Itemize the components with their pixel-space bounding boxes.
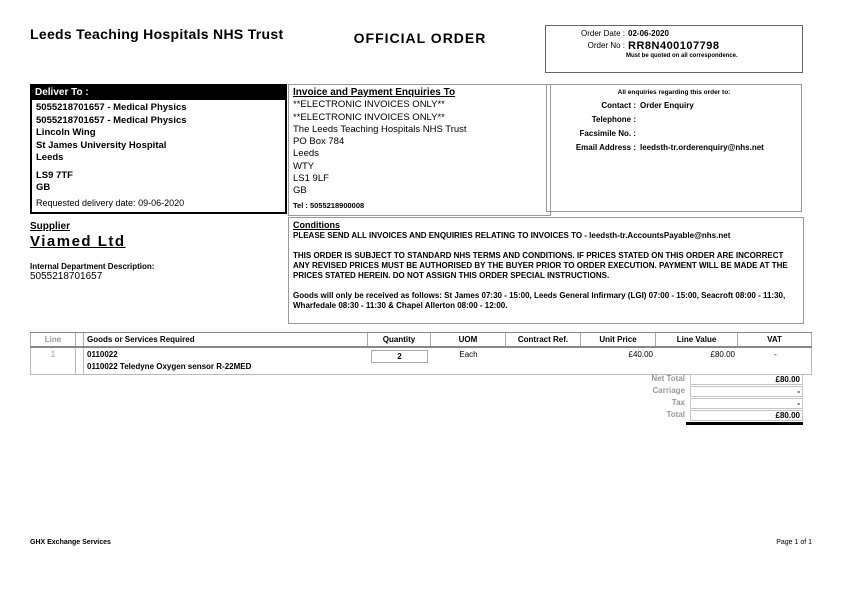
deliver-line: 5055218701657 - Medical Physics (36, 102, 187, 113)
email-label: Email Address : (575, 143, 636, 152)
totals-section (560, 374, 803, 425)
col-header-spacer (75, 333, 83, 346)
deliver-line: GB (36, 182, 51, 193)
conditions-box (288, 217, 804, 324)
invoice-line: LS1 9LF (293, 173, 329, 185)
row-vat: - (774, 350, 777, 359)
total-row (560, 410, 803, 421)
invoice-line: WTY (293, 160, 315, 172)
col-header-vat: VAT (737, 333, 812, 346)
row-contract-ref (506, 348, 581, 374)
deliver-line: Leeds (36, 152, 64, 163)
col-header-quantity: Quantity (367, 333, 430, 346)
deliver-line: LS9 7TF (36, 169, 73, 181)
items-table (30, 332, 812, 375)
enquiries-box (546, 84, 802, 212)
invoice-tel: Tel : 5055218900008 (293, 200, 365, 210)
row-uom: Each (459, 350, 478, 359)
tax-row (560, 398, 803, 409)
invoice-line: GB (293, 185, 307, 197)
deliver-to-header: Deliver To : (32, 86, 285, 100)
item-code: 0110022 (87, 350, 118, 359)
deliver-line: St James University Hospital (36, 139, 167, 151)
item-description: 0110022 Teledyne Oxygen sensor R-22MED (87, 362, 252, 371)
carriage-value: - (690, 386, 803, 397)
total-label: Total (666, 410, 685, 419)
conditions-paragraph: THIS ORDER IS SUBJECT TO STANDARD NHS TERMS AND CONDITIONS. IF PRICES STATED ON THIS ORDER ARE INCORRECT ANY REVISED PRICES MUST BE AUTHORISED BY THE BUYER PRIOR TO ORDER EXECUTION. PAYMENT WILL BE MADE AT THE PRICES STATED HEREIN. DO NOT ASSIGN THIS ORDER SPECIAL INSTRUCTIONS. (293, 251, 788, 280)
footer-service-name: GHX Exchange Services (30, 539, 111, 546)
row-quantity-cell (368, 348, 431, 374)
requested-delivery-date: Requested delivery date: 09-06-2020 (36, 197, 185, 208)
carriage-row (560, 386, 803, 397)
col-header-line: Line (30, 333, 75, 346)
order-no-label: Order No : (587, 41, 625, 50)
footer-page-number: Page 1 of 1 (776, 539, 812, 546)
contact-value: Order Enquiry (640, 101, 694, 110)
total-rule (686, 422, 803, 425)
invoice-enquiries-box (288, 84, 551, 216)
supplier-label: Supplier (30, 221, 71, 232)
invoice-line: The Leeds Teaching Hospitals NHS Trust (293, 123, 467, 135)
invoice-line: Leeds (293, 148, 319, 160)
row-goods (84, 348, 368, 374)
trust-name: Leeds Teaching Hospitals NHS Trust (30, 26, 284, 42)
col-header-line-value: Line Value (655, 333, 737, 346)
enquiries-fields (547, 101, 801, 152)
order-note: Must be quoted on all correspondence. (626, 53, 738, 59)
total-value: £80.00 (690, 410, 803, 421)
items-table-header (30, 332, 812, 348)
document-title: OFFICIAL ORDER (353, 30, 487, 46)
carriage-label: Carriage (652, 386, 685, 395)
row-line-number: 1 (31, 348, 76, 374)
order-date-label: Order Date : (580, 29, 625, 38)
conditions-paragraph: Goods will only be received as follows: St James 07:30 - 15:00, Leeds General Infirmary (LGI) 07:00 - 15:00, Seacroft 08:00 - 11:30, Wharfedale 08:30 - 11:30 & Chapel Allerton 08:00 - 12:00. (293, 291, 786, 310)
enquiries-heading: All enquiries regarding this order to: (617, 89, 731, 96)
net-total-value: £80.00 (690, 374, 803, 385)
quantity-value: 2 (371, 350, 428, 363)
conditions-title: Conditions (293, 220, 340, 230)
row-spacer (76, 348, 84, 374)
deliver-to-box (30, 84, 287, 214)
order-date-row (546, 29, 802, 38)
invoice-line: **ELECTRONIC INVOICES ONLY** (293, 99, 445, 111)
col-header-unit-price: Unit Price (580, 333, 655, 346)
row-line-value: £80.00 (710, 350, 735, 359)
deliver-line: 5055218701657 - Medical Physics (36, 114, 187, 126)
tax-value: - (690, 398, 803, 409)
net-total-row (560, 374, 803, 385)
col-header-contract-ref: Contract Ref. (505, 333, 580, 346)
order-date-value: 02-06-2020 (628, 29, 669, 38)
deliver-line: Lincoln Wing (36, 127, 96, 138)
net-total-label: Net Total (651, 374, 685, 383)
contact-label: Contact : (601, 101, 636, 110)
telephone-value (639, 115, 801, 124)
invoice-line: **ELECTRONIC INVOICES ONLY** (293, 111, 445, 123)
internal-dept-value: 5055218701657 (30, 271, 103, 282)
order-info-box (545, 25, 803, 73)
invoice-line: PO Box 784 (293, 136, 345, 148)
tax-label: Tax (671, 398, 685, 407)
order-no-value: RR8N400107798 (628, 40, 720, 52)
order-no-row (546, 41, 802, 51)
facsimile-value (639, 129, 801, 138)
facsimile-label: Facsimile No. : (579, 129, 636, 138)
telephone-label: Telephone : (591, 115, 636, 124)
deliver-to-address (32, 100, 285, 211)
supplier-name: Viamed Ltd (30, 233, 126, 250)
internal-dept-label: Internal Department Description: (30, 262, 155, 271)
invoice-enquiries-header: Invoice and Payment Enquiries To (293, 87, 456, 98)
conditions-paragraph: PLEASE SEND ALL INVOICES AND ENQUIRIES RELATING TO INVOICES TO - leedsth-tr.AccountsPayable@nhs.net (293, 231, 731, 240)
col-header-goods: Goods or Services Required (83, 333, 367, 346)
col-header-uom: UOM (430, 333, 505, 346)
row-unit-price: £40.00 (628, 350, 653, 359)
table-row (30, 348, 812, 375)
email-value: leedsth-tr.orderenquiry@nhs.net (640, 143, 764, 152)
